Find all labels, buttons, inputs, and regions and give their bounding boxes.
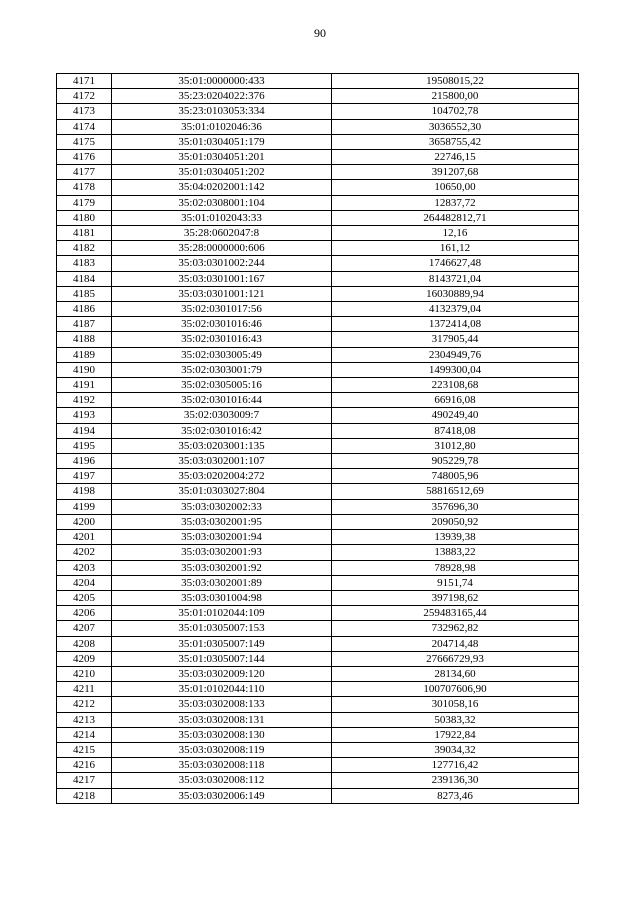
table-row bbox=[57, 241, 579, 256]
table-row bbox=[57, 89, 579, 104]
value-cell: 239136,30 bbox=[332, 773, 579, 788]
cadastral-number-cell: 35:03:0203001:135 bbox=[112, 438, 332, 453]
table-row bbox=[57, 134, 579, 149]
cadastral-number-cell: 35:01:0102046:36 bbox=[112, 119, 332, 134]
row-number-cell: 4210 bbox=[57, 666, 112, 681]
table-row bbox=[57, 469, 579, 484]
row-number-cell: 4198 bbox=[57, 484, 112, 499]
row-number-cell: 4183 bbox=[57, 256, 112, 271]
table-row bbox=[57, 666, 579, 681]
page-number: 90 bbox=[314, 26, 326, 40]
table-row bbox=[57, 499, 579, 514]
row-number-cell: 4195 bbox=[57, 438, 112, 453]
value-cell: 357696,30 bbox=[332, 499, 579, 514]
value-cell: 10650,00 bbox=[332, 180, 579, 195]
value-cell: 161,12 bbox=[332, 241, 579, 256]
cadastral-number-cell: 35:02:0305005:16 bbox=[112, 378, 332, 393]
row-number-cell: 4188 bbox=[57, 332, 112, 347]
cadastral-number-cell: 35:03:0302002:33 bbox=[112, 499, 332, 514]
cadastral-number-cell: 35:03:0302008:133 bbox=[112, 697, 332, 712]
value-cell: 17922,84 bbox=[332, 727, 579, 742]
cadastral-number-cell: 35:01:0304051:179 bbox=[112, 134, 332, 149]
cadastral-number-cell: 35:01:0102043:33 bbox=[112, 210, 332, 225]
value-cell: 39034,32 bbox=[332, 742, 579, 757]
cadastral-number-cell: 35:01:0304051:201 bbox=[112, 150, 332, 165]
table-row bbox=[57, 271, 579, 286]
table-row bbox=[57, 590, 579, 605]
table-row bbox=[57, 302, 579, 317]
row-number-cell: 4189 bbox=[57, 347, 112, 362]
value-cell: 259483165,44 bbox=[332, 606, 579, 621]
row-number-cell: 4214 bbox=[57, 727, 112, 742]
row-number-cell: 4207 bbox=[57, 621, 112, 636]
cadastral-number-cell: 35:03:0301002:244 bbox=[112, 256, 332, 271]
value-cell: 16030889,94 bbox=[332, 286, 579, 301]
row-number-cell: 4177 bbox=[57, 165, 112, 180]
table-row bbox=[57, 286, 579, 301]
cadastral-number-cell: 35:01:0000000:433 bbox=[112, 74, 332, 89]
row-number-cell: 4206 bbox=[57, 606, 112, 621]
row-number-cell: 4193 bbox=[57, 408, 112, 423]
row-number-cell: 4191 bbox=[57, 378, 112, 393]
cadastral-number-cell: 35:03:0302008:130 bbox=[112, 727, 332, 742]
cadastral-number-cell: 35:03:0301001:121 bbox=[112, 286, 332, 301]
table-row bbox=[57, 165, 579, 180]
cadastral-number-cell: 35:03:0302006:149 bbox=[112, 788, 332, 803]
value-cell: 22746,15 bbox=[332, 150, 579, 165]
table-row bbox=[57, 317, 579, 332]
value-cell: 31012,80 bbox=[332, 438, 579, 453]
value-cell: 87418,08 bbox=[332, 423, 579, 438]
cadastral-number-cell: 35:03:0301004:98 bbox=[112, 590, 332, 605]
table-row bbox=[57, 484, 579, 499]
value-cell: 1372414,08 bbox=[332, 317, 579, 332]
table-row bbox=[57, 362, 579, 377]
cadastral-number-cell: 35:03:0302001:89 bbox=[112, 575, 332, 590]
cadastral-number-cell: 35:01:0102044:110 bbox=[112, 682, 332, 697]
row-number-cell: 4172 bbox=[57, 89, 112, 104]
row-number-cell: 4181 bbox=[57, 226, 112, 241]
value-cell: 78928,98 bbox=[332, 560, 579, 575]
row-number-cell: 4196 bbox=[57, 454, 112, 469]
value-cell: 27666729,93 bbox=[332, 651, 579, 666]
table-row bbox=[57, 393, 579, 408]
value-cell: 28134,60 bbox=[332, 666, 579, 681]
row-number-cell: 4179 bbox=[57, 195, 112, 210]
value-cell: 4132379,04 bbox=[332, 302, 579, 317]
cadastral-number-cell: 35:03:0302008:118 bbox=[112, 758, 332, 773]
cadastral-number-cell: 35:03:0302008:119 bbox=[112, 742, 332, 757]
value-cell: 13883,22 bbox=[332, 545, 579, 560]
cadastral-number-cell: 35:28:0000000:606 bbox=[112, 241, 332, 256]
value-cell: 215800,00 bbox=[332, 89, 579, 104]
cadastral-number-cell: 35:02:0301016:42 bbox=[112, 423, 332, 438]
cadastral-number-cell: 35:03:0302001:92 bbox=[112, 560, 332, 575]
table-row bbox=[57, 742, 579, 757]
row-number-cell: 4194 bbox=[57, 423, 112, 438]
value-cell: 50383,32 bbox=[332, 712, 579, 727]
cadastral-number-cell: 35:01:0305007:144 bbox=[112, 651, 332, 666]
row-number-cell: 4208 bbox=[57, 636, 112, 651]
value-cell: 58816512,69 bbox=[332, 484, 579, 499]
cadastral-number-cell: 35:23:0103053:334 bbox=[112, 104, 332, 119]
value-cell: 104702,78 bbox=[332, 104, 579, 119]
cadastral-number-cell: 35:02:0303001:79 bbox=[112, 362, 332, 377]
cadastral-number-cell: 35:03:0302001:107 bbox=[112, 454, 332, 469]
cadastral-number-cell: 35:02:0303005:49 bbox=[112, 347, 332, 362]
cadastral-number-cell: 35:01:0305007:149 bbox=[112, 636, 332, 651]
row-number-cell: 4175 bbox=[57, 134, 112, 149]
value-cell: 1746627,48 bbox=[332, 256, 579, 271]
table-row bbox=[57, 438, 579, 453]
value-cell: 3658755,42 bbox=[332, 134, 579, 149]
row-number-cell: 4211 bbox=[57, 682, 112, 697]
cadastral-number-cell: 35:03:0301001:167 bbox=[112, 271, 332, 286]
table-row bbox=[57, 606, 579, 621]
row-number-cell: 4199 bbox=[57, 499, 112, 514]
value-cell: 12,16 bbox=[332, 226, 579, 241]
table-row bbox=[57, 423, 579, 438]
cadastral-number-cell: 35:28:0602047:8 bbox=[112, 226, 332, 241]
cadastral-number-cell: 35:01:0102044:109 bbox=[112, 606, 332, 621]
value-cell: 391207,68 bbox=[332, 165, 579, 180]
table-row bbox=[57, 545, 579, 560]
table-row bbox=[57, 378, 579, 393]
cadastral-number-cell: 35:02:0303009:7 bbox=[112, 408, 332, 423]
table-row bbox=[57, 697, 579, 712]
cadastral-number-cell: 35:02:0308001:104 bbox=[112, 195, 332, 210]
row-number-cell: 4173 bbox=[57, 104, 112, 119]
value-cell: 732962,82 bbox=[332, 621, 579, 636]
row-number-cell: 4201 bbox=[57, 530, 112, 545]
table-row bbox=[57, 758, 579, 773]
cadastral-number-cell: 35:04:0202001:142 bbox=[112, 180, 332, 195]
table-row bbox=[57, 712, 579, 727]
value-cell: 209050,92 bbox=[332, 514, 579, 529]
row-number-cell: 4215 bbox=[57, 742, 112, 757]
table-row bbox=[57, 210, 579, 225]
table-row bbox=[57, 636, 579, 651]
value-cell: 748005,96 bbox=[332, 469, 579, 484]
cadastral-number-cell: 35:02:0301017:56 bbox=[112, 302, 332, 317]
row-number-cell: 4217 bbox=[57, 773, 112, 788]
table-row bbox=[57, 575, 579, 590]
cadastral-number-cell: 35:02:0301016:46 bbox=[112, 317, 332, 332]
table-row bbox=[57, 226, 579, 241]
value-cell: 204714,48 bbox=[332, 636, 579, 651]
row-number-cell: 4192 bbox=[57, 393, 112, 408]
table-row bbox=[57, 104, 579, 119]
row-number-cell: 4184 bbox=[57, 271, 112, 286]
cadastral-number-cell: 35:03:0302001:94 bbox=[112, 530, 332, 545]
table-row bbox=[57, 74, 579, 89]
row-number-cell: 4213 bbox=[57, 712, 112, 727]
data-table bbox=[56, 73, 579, 804]
value-cell: 301058,16 bbox=[332, 697, 579, 712]
table-row bbox=[57, 180, 579, 195]
row-number-cell: 4182 bbox=[57, 241, 112, 256]
table-row bbox=[57, 530, 579, 545]
row-number-cell: 4187 bbox=[57, 317, 112, 332]
cadastral-number-cell: 35:03:0202004:272 bbox=[112, 469, 332, 484]
row-number-cell: 4178 bbox=[57, 180, 112, 195]
table-row bbox=[57, 195, 579, 210]
row-number-cell: 4171 bbox=[57, 74, 112, 89]
table-row bbox=[57, 454, 579, 469]
cadastral-number-cell: 35:01:0303027:804 bbox=[112, 484, 332, 499]
value-cell: 9151,74 bbox=[332, 575, 579, 590]
value-cell: 223108,68 bbox=[332, 378, 579, 393]
value-cell: 66916,08 bbox=[332, 393, 579, 408]
value-cell: 1499300,04 bbox=[332, 362, 579, 377]
value-cell: 13939,38 bbox=[332, 530, 579, 545]
table-row bbox=[57, 560, 579, 575]
table-row bbox=[57, 347, 579, 362]
row-number-cell: 4204 bbox=[57, 575, 112, 590]
table-row bbox=[57, 150, 579, 165]
row-number-cell: 4209 bbox=[57, 651, 112, 666]
table-row bbox=[57, 256, 579, 271]
cadastral-number-cell: 35:02:0301016:44 bbox=[112, 393, 332, 408]
table-row bbox=[57, 682, 579, 697]
cadastral-number-cell: 35:02:0301016:43 bbox=[112, 332, 332, 347]
value-cell: 397198,62 bbox=[332, 590, 579, 605]
value-cell: 8143721,04 bbox=[332, 271, 579, 286]
row-number-cell: 4176 bbox=[57, 150, 112, 165]
value-cell: 264482812,71 bbox=[332, 210, 579, 225]
row-number-cell: 4212 bbox=[57, 697, 112, 712]
row-number-cell: 4174 bbox=[57, 119, 112, 134]
cadastral-number-cell: 35:03:0302008:131 bbox=[112, 712, 332, 727]
table-row bbox=[57, 621, 579, 636]
row-number-cell: 4218 bbox=[57, 788, 112, 803]
value-cell: 127716,42 bbox=[332, 758, 579, 773]
cadastral-number-cell: 35:03:0302009:120 bbox=[112, 666, 332, 681]
value-cell: 100707606,90 bbox=[332, 682, 579, 697]
cadastral-number-cell: 35:03:0302008:112 bbox=[112, 773, 332, 788]
row-number-cell: 4216 bbox=[57, 758, 112, 773]
table-row bbox=[57, 773, 579, 788]
table-row bbox=[57, 332, 579, 347]
value-cell: 2304949,76 bbox=[332, 347, 579, 362]
table-row bbox=[57, 408, 579, 423]
row-number-cell: 4202 bbox=[57, 545, 112, 560]
value-cell: 12837,72 bbox=[332, 195, 579, 210]
row-number-cell: 4190 bbox=[57, 362, 112, 377]
cadastral-number-cell: 35:01:0304051:202 bbox=[112, 165, 332, 180]
table-row bbox=[57, 788, 579, 803]
row-number-cell: 4186 bbox=[57, 302, 112, 317]
value-cell: 19508015,22 bbox=[332, 74, 579, 89]
value-cell: 905229,78 bbox=[332, 454, 579, 469]
row-number-cell: 4203 bbox=[57, 560, 112, 575]
table-row bbox=[57, 514, 579, 529]
table-body bbox=[57, 74, 579, 804]
row-number-cell: 4197 bbox=[57, 469, 112, 484]
value-cell: 3036552,30 bbox=[332, 119, 579, 134]
table-row bbox=[57, 727, 579, 742]
cadastral-number-cell: 35:23:0204022:376 bbox=[112, 89, 332, 104]
row-number-cell: 4185 bbox=[57, 286, 112, 301]
table-row bbox=[57, 651, 579, 666]
cadastral-number-cell: 35:03:0302001:93 bbox=[112, 545, 332, 560]
cadastral-number-cell: 35:01:0305007:153 bbox=[112, 621, 332, 636]
cadastral-number-cell: 35:03:0302001:95 bbox=[112, 514, 332, 529]
row-number-cell: 4200 bbox=[57, 514, 112, 529]
row-number-cell: 4180 bbox=[57, 210, 112, 225]
value-cell: 317905,44 bbox=[332, 332, 579, 347]
value-cell: 8273,46 bbox=[332, 788, 579, 803]
row-number-cell: 4205 bbox=[57, 590, 112, 605]
value-cell: 490249,40 bbox=[332, 408, 579, 423]
table-row bbox=[57, 119, 579, 134]
